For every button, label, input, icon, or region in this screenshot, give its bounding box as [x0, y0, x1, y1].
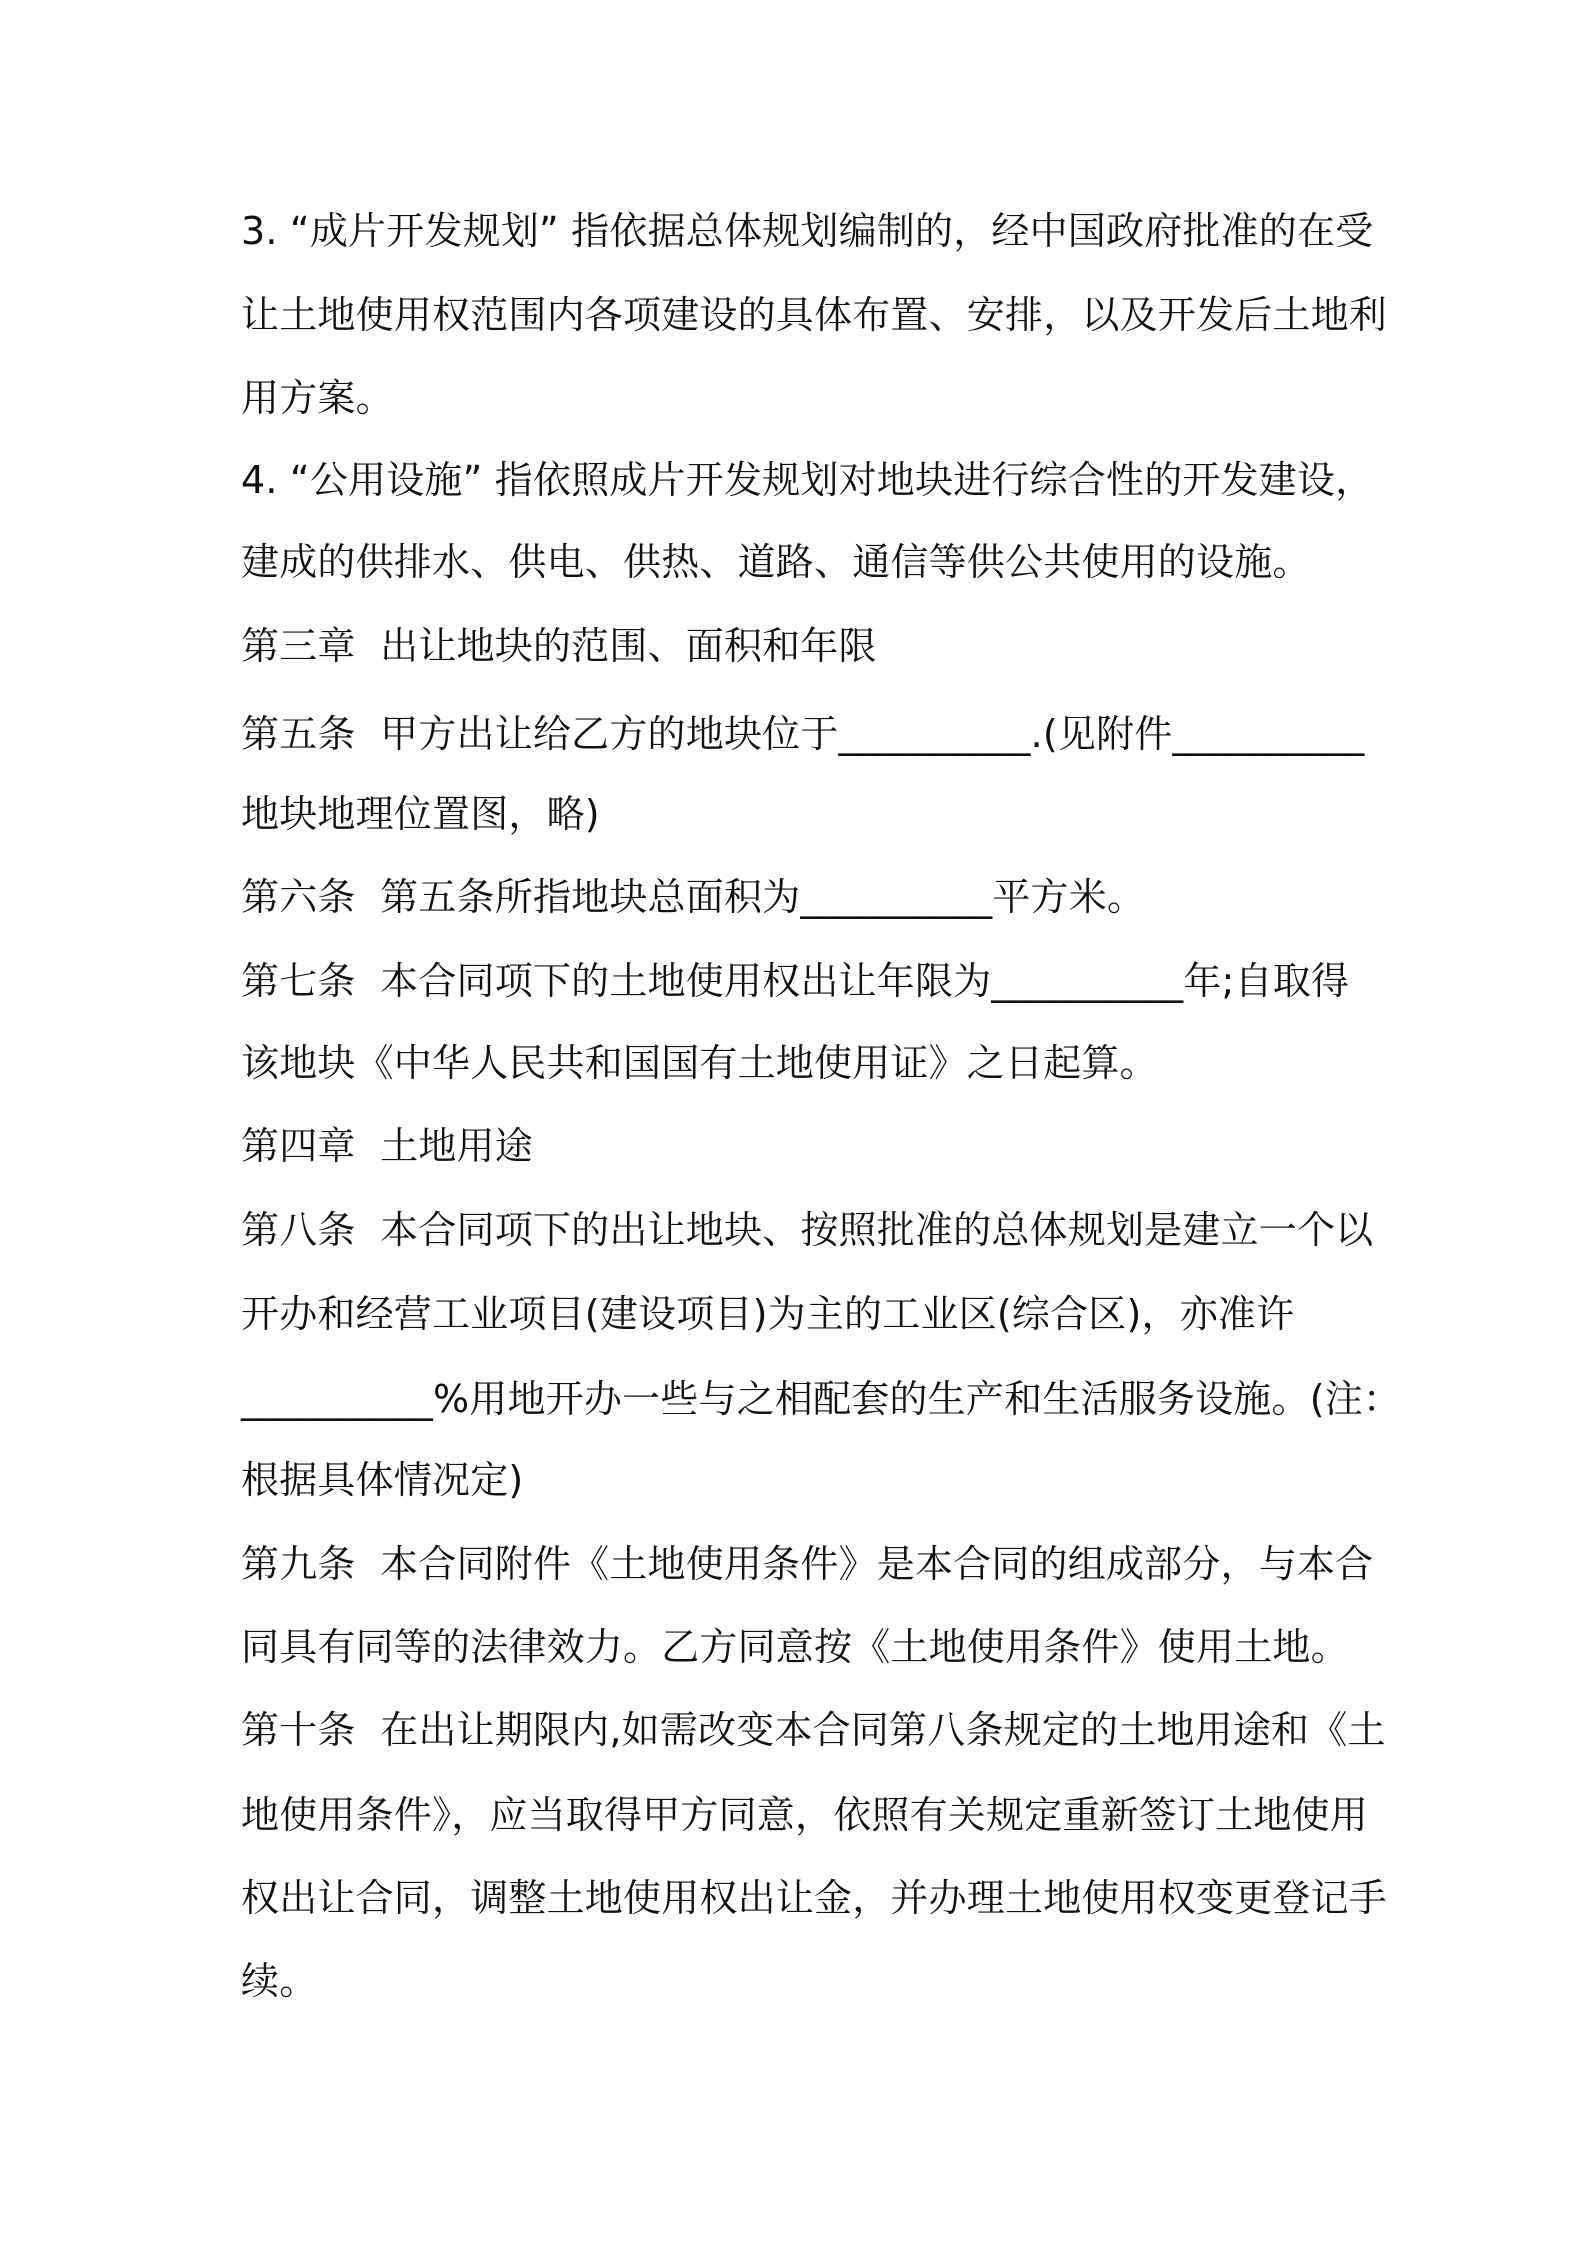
text-line: 第十条 在出让期限内,如需改变本合同第八条规定的土地用途和《土 [241, 1708, 1386, 1752]
chapter-heading: 第三章 出让地块的范围、面积和年限 [241, 624, 877, 668]
text-line: 该地块《中华人民共和国国有土地使用证》之日起算。 [241, 1041, 1158, 1085]
chapter-heading: 第四章 土地用途 [241, 1124, 533, 1168]
text-line: 地使用条件》，应当取得甲方同意，依照有关规定重新签订土地使用 [241, 1793, 1369, 1837]
text-line: 用方案。 [241, 376, 394, 420]
text-line: 第六条 第五条所指地块总面积为__________平方米。 [241, 875, 1146, 919]
text-line: 权出让合同，调整土地使用权出让金，并办理土地使用权变更登记手 [241, 1876, 1388, 1920]
text-line: 3. “成片开发规划” 指依据总体规划编制的，经中国政府批准的在受 [241, 209, 1374, 253]
text-line: 开办和经营工业项目(建设项目)为主的工业区(综合区)，亦准许 [241, 1292, 1295, 1336]
text-line: 续。 [241, 1959, 318, 2003]
text-line: 第九条 本合同附件《土地使用条件》是本合同的组成部分，与本合 [241, 1542, 1374, 1586]
text-line: 第八条 本合同项下的出让地块、按照批准的总体规划是建立一个以 [241, 1208, 1374, 1252]
text-line: 4. “公用设施” 指依照成片开发规划对地块进行综合性的开发建设， [241, 458, 1374, 502]
text-line: 第五条 甲方出让给乙方的地块位于__________.(见附件__________ [241, 712, 1365, 756]
text-line: 根据具体情况定) [241, 1458, 524, 1502]
text-line: 建成的供排水、供电、供热、道路、通信等供公共使用的设施。 [241, 540, 1311, 584]
text-line: 地块地理位置图，略) [241, 792, 600, 836]
text-line: 第七条 本合同项下的土地使用权出让年限为__________年;自取得 [241, 959, 1350, 1003]
text-line: 让土地使用权范围内各项建设的具体布置、安排，以及开发后土地利 [241, 293, 1388, 337]
text-line: 同具有同等的法律效力。乙方同意按《土地使用条件》使用土地。 [241, 1625, 1349, 1669]
text-line: __________%用地开办一些与之相配套的生产和生活服务设施。(注： [241, 1377, 1402, 1421]
